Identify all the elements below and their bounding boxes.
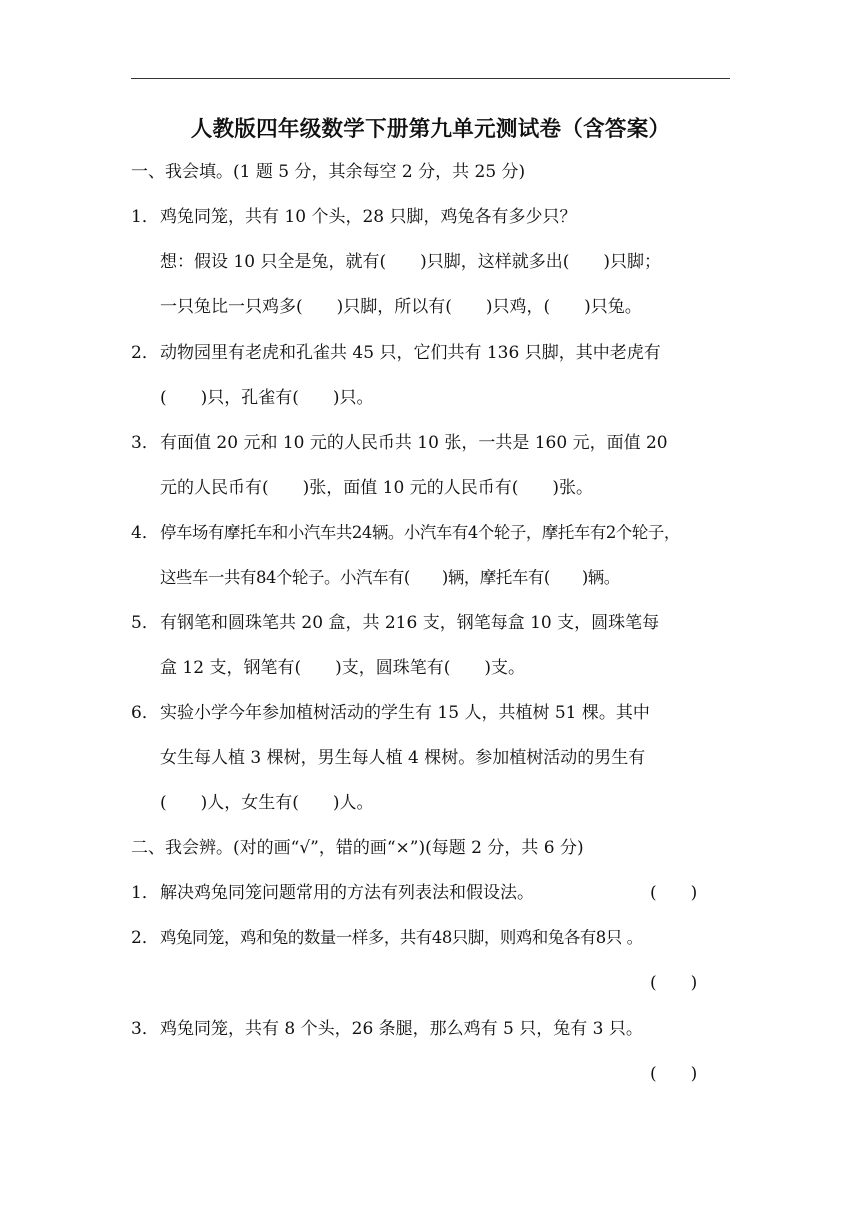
question-text: 实验小学今年参加植树活动的学生有 15 人，共植树 51 棵。其中 xyxy=(160,703,650,723)
question-text-line: 想：假设 10 只全是兔，就有( )只脚，这样就多出( )只脚； xyxy=(160,252,661,272)
question-text-line: 女生每人植 3 棵树，男生每人植 4 棵树。参加植树活动的男生有 xyxy=(160,748,646,768)
question-number: 2． xyxy=(131,343,159,363)
question-text: 鸡兔同笼，共有 10 个头，28 只脚，鸡兔各有多少只？ xyxy=(160,207,577,227)
question-text: 停车场有摩托车和小汽车共24辆。小汽车有4个轮子，摩托车有2个轮子， xyxy=(160,523,680,542)
question-text-line: 这些车一共有84个轮子。小汽车有( )辆，摩托车有( )辆。 xyxy=(160,568,620,587)
section1-heading: 一、我会填。(1 题 5 分，其余每空 2 分，共 25 分) xyxy=(131,162,526,182)
question-1-2 xyxy=(131,341,661,365)
question-1-1 xyxy=(131,205,576,229)
question-number: 2． xyxy=(131,928,159,948)
answer-blank: ( ) xyxy=(650,1064,698,1084)
question-text: 有钢笔和圆珠笔共 20 盒，共 216 支，钢笔每盒 10 支，圆珠笔每 xyxy=(160,613,660,633)
question-number: 1． xyxy=(131,207,159,227)
answer-blank: ( ) xyxy=(650,973,698,993)
question-2-3 xyxy=(131,1017,643,1041)
question-number: 1． xyxy=(131,883,159,903)
question-1-4 xyxy=(131,521,680,545)
question-text-line: 一只兔比一只鸡多( )只脚，所以有( )只鸡，( )只兔。 xyxy=(160,297,642,317)
question-1-3 xyxy=(131,431,668,455)
question-number: 5． xyxy=(131,613,159,633)
question-number: 4． xyxy=(131,523,159,543)
question-1-6 xyxy=(131,701,650,725)
question-text-line: 盒 12 支，钢笔有( )支，圆珠笔有( )支。 xyxy=(160,658,525,678)
question-text: 解决鸡兔同笼问题常用的方法有列表法和假设法。 xyxy=(160,883,534,903)
question-text: 鸡兔同笼，共有 8 个头，26 条腿，那么鸡有 5 只，兔有 3 只。 xyxy=(160,1019,643,1039)
question-number: 3． xyxy=(131,1019,159,1039)
question-2-1 xyxy=(131,881,534,905)
header-rule xyxy=(131,78,730,79)
question-number: 3． xyxy=(131,433,159,453)
question-2-2 xyxy=(131,926,643,950)
question-text-line: ( )人，女生有( )人。 xyxy=(160,793,374,813)
question-text: 动物园里有老虎和孔雀共 45 只，它们共有 136 只脚，其中老虎有 xyxy=(160,343,661,363)
question-text-line: 元的人民币有( )张，面值 10 元的人民币有( )张。 xyxy=(160,478,593,498)
question-text-line: ( )只，孔雀有( )只。 xyxy=(160,388,374,408)
question-1-5 xyxy=(131,611,659,635)
section2-heading: 二、我会辨。(对的画“√”，错的画“×”)(每题 2 分，共 6 分) xyxy=(131,838,584,858)
answer-blank: ( ) xyxy=(650,883,698,903)
question-text: 鸡兔同笼，鸡和兔的数量一样多，共有48只脚，则鸡和兔各有8只 。 xyxy=(160,928,643,947)
question-number: 6． xyxy=(131,703,159,723)
page-title: 人教版四年级数学下册第九单元测试卷（含答案） xyxy=(190,117,671,142)
question-text: 有面值 20 元和 10 元的人民币共 10 张，一共是 160 元，面值 20 xyxy=(160,433,668,453)
